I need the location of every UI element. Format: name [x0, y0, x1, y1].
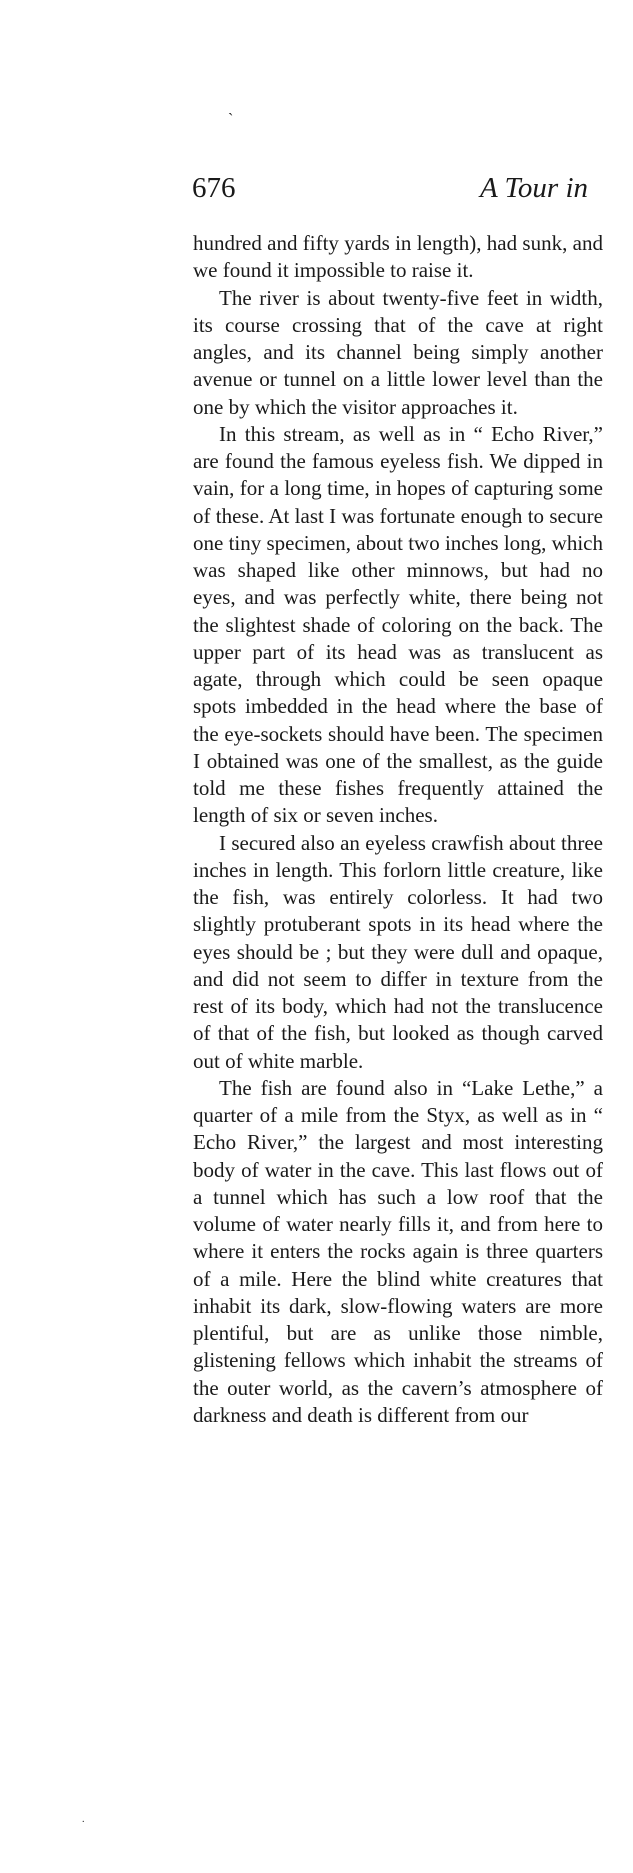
paragraph-eyeless-fish: In this stream, as well as in “ Echo River,” are found the famous eyeless fish. We dipped in vain, for a long time, in hopes of capturing some of these. At last I was fortunate enough to secure one tiny specimen, about two inches long, which was shaped like other minnows, but had no eyes, and was perfectly white, there being not the slightest shade of coloring on the back. The upper part of its head was as translucent as agate, through which could be seen opaque spots imbedded in the head where the base of the eye-sockets should have been. The specimen I obtained was one of the smallest, as the guide told me these fishes frequently attained the length of six or seven inches.	[193, 421, 604, 828]
ink-speck-mark-bottom: .	[82, 1814, 85, 1825]
paragraph-continuation: hundred and fifty yards in length), had sunk, and we found it impossible to raise it.	[193, 231, 603, 283]
paragraph-river-width: The river is about twenty-five feet in width, its course crossing that of the cave at right angles, and its channel being simply another avenue or tunnel on a little lower level than the one by which the visitor approaches it.	[193, 285, 603, 419]
body-text	[193, 230, 603, 1429]
running-head	[192, 172, 633, 212]
paragraph-crawfish: I secured also an eyeless crawfish about three inches in length. This forlorn little creature, like the fish, was entirely colorless. It had two slightly protuberant spots in its head where the eyes should be ; but they were dull and opaque, and did not seem to differ in texture from the rest of its body, which had not the translucence of that of the fish, but looked as though carved out of white marble.	[193, 830, 603, 1073]
ink-speck-mark: ˏ	[228, 99, 234, 116]
running-title: A Tour in	[480, 172, 588, 204]
paragraph-lake-lethe: The fish are found also in “Lake Lethe,” a quarter of a mile from the Styx, as well as in “ Echo River,” the largest and most interesting body of water in the cave. This last flows out of a tunnel which has such a low roof that the volume of water nearly fills it, and from here to where it enters the rocks again is three quarters of a mile. Here the blind white creatures that inhabit its dark, slow-flowing waters are more plentiful, but are as unlike those nimble, glistening fellows which inhabit the streams of the outer world, as the cavern’s atmosphere of darkness and death is different from our	[193, 1075, 603, 1427]
page-number: 676	[192, 172, 236, 204]
